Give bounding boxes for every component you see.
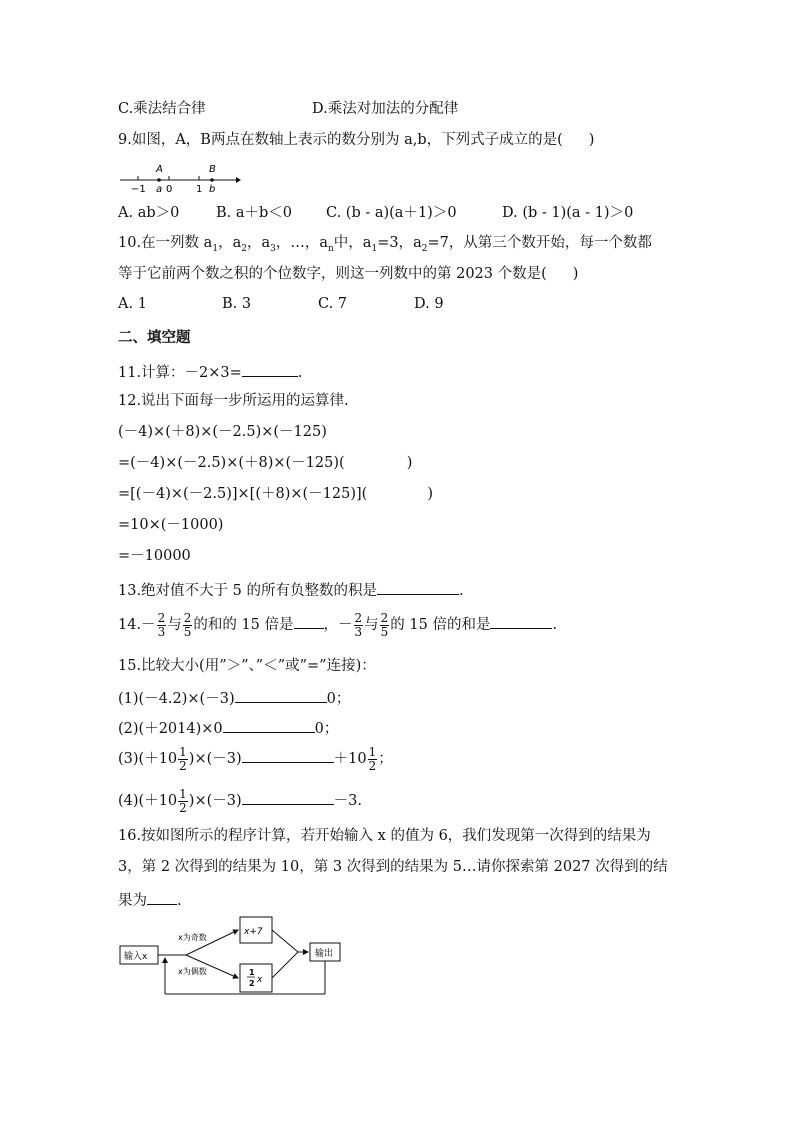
q14-blank-2 <box>490 612 552 629</box>
q15-line4: (4)(＋10 $\frac{1}{2}$ )×(－3) －3. <box>118 786 362 815</box>
q12-line1: (－4)×(＋8)×(－2.5)×(－125) <box>118 424 327 440</box>
q15-line1: (1)(－4.2)×(－3) 0； <box>118 686 350 709</box>
flow-half-num: 1 <box>249 968 255 977</box>
fraction-2-3-b: $\frac{2}{3}$ <box>354 610 363 639</box>
axis-tick-minus1: −1 <box>131 184 146 195</box>
q11: 11.计算：－2×3= . <box>118 360 302 383</box>
q15-blank-3 <box>242 746 334 763</box>
q15-blank-4 <box>242 788 334 805</box>
q16-line3: 果为 . <box>118 888 182 911</box>
q10-option-d: D. 9 <box>414 296 444 312</box>
fraction-1-2-c: $\frac{1}{2}$ <box>179 786 187 815</box>
fraction-1-2-b: $\frac{1}{2}$ <box>368 744 377 773</box>
fraction-2-3: $\frac{2}{3}$ <box>157 610 166 639</box>
q11-blank <box>242 360 298 377</box>
axis-label-A: A <box>156 164 163 175</box>
q9-stem-text: 9.如图，A，B两点在数轴上表示的数分别为 a,b，下列式子成立的是( <box>118 132 563 148</box>
seq-a2-eq: $a_2$ <box>413 235 428 254</box>
q9-option-c: C. (b - a)(a＋1)＞0 <box>326 205 457 221</box>
flow-odd-label: x为奇数 <box>178 933 207 942</box>
axis-tick-b: b <box>209 184 216 195</box>
flow-even-label: x为偶数 <box>178 967 207 976</box>
q8-option-c: C.乘法结合律 <box>118 101 206 117</box>
q15-line3: (3)(＋10 $\frac{1}{2}$ )×(－3) ＋10 $\frac{1}{2}$ ； <box>118 744 393 773</box>
q10-line1: 10.在一列数 $a_1$，$a_2$，$a_3$，…，$a_n$中，$a_1=3$，$a_2=7$，从第三个数开始，每一个数都 <box>118 235 652 254</box>
q12-line3: =[(－4)×(－2.5)]×[(＋8)×(－125)]( ) <box>118 486 433 502</box>
q10-option-b: B. 3 <box>222 296 252 312</box>
q14: 14.－ $\frac{2}{3}$ 与 $\frac{2}{5}$ 的和的 15 倍是 ，－ $\frac{2}{3}$ 与 $\frac{2}{5}$ 的 15 倍的和是 . <box>118 610 558 639</box>
q12-line4: =10×(－1000) <box>118 517 224 533</box>
axis-label-B: B <box>209 164 216 175</box>
q13: 13.绝对值不大于 5 的所有负整数的积是 . <box>118 578 464 601</box>
fraction-1-2: $\frac{1}{2}$ <box>179 744 187 773</box>
number-line-figure <box>118 160 242 196</box>
q15-stem: 15.比较大小(用”＞”、”＜”或”=”连接)： <box>118 658 376 674</box>
seq-a1: $a_1$ <box>203 235 219 254</box>
q12-line2: =(－4)×(－2.5)×(＋8)×(－125)( ) <box>118 455 413 471</box>
seq-a1-eq: $a_1$ <box>362 235 378 254</box>
flow-input-label: 输入x <box>124 952 148 962</box>
q9-option-a: A. ab＞0 <box>118 205 180 221</box>
flow-half-box <box>240 964 272 992</box>
q10-option-a: A. 1 <box>118 296 147 312</box>
q10-text-a: 10.在一列数 <box>118 235 200 251</box>
seq-an: $a_n$ <box>319 235 334 254</box>
q12-line5: =－10000 <box>118 548 191 564</box>
section-heading-fill-blank: 二、填空题 <box>118 330 191 346</box>
q15-blank-1 <box>235 686 327 703</box>
q9-option-d: D. (b - 1)(a - 1)＞0 <box>502 205 634 221</box>
axis-tick-0: 0 <box>166 184 173 195</box>
q16-line2: 3，第 2 次得到的结果为 10，第 3 次得到的结果为 5…请你探索第 2027 次得到的结 <box>118 859 668 875</box>
q16-line1: 16.按如图所示的程序计算，若开始输入 x 的值为 6，我们发现第一次得到的结果为 <box>118 828 651 844</box>
q9-option-b: B. a＋b＜0 <box>216 205 293 221</box>
q16-blank <box>147 888 177 905</box>
q14-blank-1 <box>294 612 324 629</box>
axis-tick-a: a <box>156 184 163 195</box>
flow-half-den: 2 <box>249 979 255 988</box>
program-flowchart <box>118 912 358 1008</box>
seq-a2: $a_2$ <box>232 235 247 254</box>
q9-close-paren: ) <box>588 132 595 148</box>
fraction-2-5-b: $\frac{2}{5}$ <box>380 610 389 639</box>
q8-option-d: D.乘法对加法的分配律 <box>312 101 459 117</box>
q15-blank-2 <box>223 716 315 733</box>
fraction-2-5: $\frac{2}{5}$ <box>183 610 192 639</box>
flow-plus7-label: x+7 <box>244 927 263 937</box>
seq-a3: $a_3$ <box>261 235 276 254</box>
flow-output-label: 输出 <box>315 949 334 959</box>
q13-blank <box>377 578 459 595</box>
flow-half-x: x <box>257 975 263 985</box>
q10-line2: 等于它前两个数之积的个位数字，则这一列数中的第 2023 个数是( ) <box>118 266 579 282</box>
axis-tick-1: 1 <box>196 184 203 195</box>
q15-line2: (2)(＋2014)×0 0； <box>118 716 338 739</box>
q9-stem <box>118 130 594 150</box>
q12-stem: 12.说出下面每一步所运用的运算律. <box>118 393 349 409</box>
q10-option-c: C. 7 <box>318 296 348 312</box>
